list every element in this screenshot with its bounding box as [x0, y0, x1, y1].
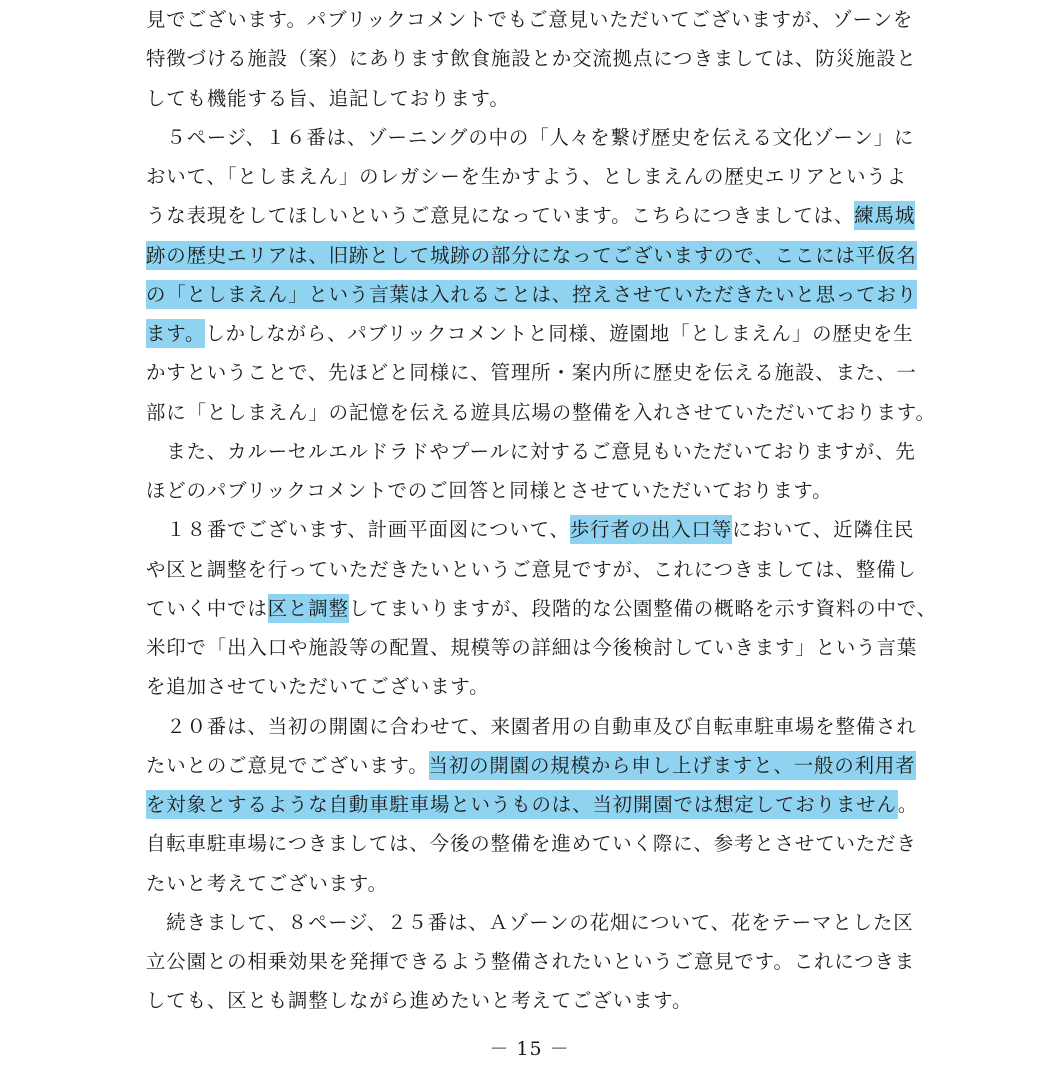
- text-segment: 見でございます。パブリックコメントでもご意見いただいてございますが、ゾーンを: [146, 8, 914, 31]
- text-line: [146, 39, 926, 78]
- text-segment: 米印で「出入口や施設等の配置、規模等の詳細は今後検討していきます」という言葉: [146, 636, 918, 659]
- text-line: [146, 196, 926, 235]
- text-segment: 特徴づける施設（案）にあります飲食施設とか交流拠点につきましては、防災施設と: [146, 47, 917, 71]
- text-segment: １８番でございます、計画平面図について、: [146, 518, 570, 542]
- highlighted-text: 区と調整: [268, 594, 349, 623]
- text-line: [146, 981, 926, 1020]
- text-segment: 自転車駐車場につきましては、今後の整備を進めていく際に、参考とさせていただき: [146, 832, 917, 856]
- text-line: [146, 628, 926, 667]
- text-segment: しても機能する旨、追記しております。: [146, 86, 510, 110]
- text-line: [146, 550, 926, 589]
- text-line: [146, 236, 926, 275]
- text-segment: を追加させていただいてございます。: [146, 675, 490, 699]
- text-line: [146, 785, 926, 824]
- text-line: [146, 353, 926, 392]
- text-segment: また、カルーセルエルドラドやプールに対するご意見もいただいておりますが、先: [146, 439, 916, 463]
- text-line: [146, 118, 926, 157]
- text-line: [146, 707, 926, 746]
- text-segment: してまいりますが、段階的な公園整備の概略を示す資料の中で、: [348, 596, 937, 620]
- text-segment: しかしながら、パブリックコメントと同様、遊園地「としまえん」の歴史を生: [205, 322, 914, 345]
- text-segment: うな表現をしてほしいというご意見になっています。こちらにつきましては、: [146, 204, 855, 228]
- text-segment: ていく中では: [146, 596, 268, 620]
- text-line: [146, 667, 926, 706]
- text-segment: ５ページ、１６番は、ゾーニングの中の「人々を繋げ歴史を伝える文化ゾーン」に: [146, 125, 915, 149]
- text-line: [146, 79, 926, 118]
- page-number: － 15 －: [489, 1038, 570, 1060]
- text-segment: や区と調整を行っていただきたいというご意見ですが、これにつきましては、整備し: [146, 557, 917, 581]
- text-line: [146, 0, 926, 39]
- text-line: [146, 471, 926, 510]
- text-segment: しても、区とも調整しながら進めたいと考えてございます。: [146, 989, 693, 1013]
- highlighted-text: を対象とするような自動車駐車場というものは、当初開園では想定しておりません: [146, 790, 898, 819]
- text-line: [146, 746, 926, 785]
- text-segment: 部に「としまえん」の記憶を伝える遊具広場の整備を入れさせていただいております。: [146, 400, 936, 424]
- text-segment: 続きまして、８ページ、２５番は、Ａゾーンの花畑について、花をテーマとした区: [146, 910, 914, 934]
- text-line: [146, 824, 926, 863]
- text-line: [146, 393, 936, 432]
- text-line: [146, 589, 937, 628]
- text-segment: 立公園との相乗効果を発揮できるよう整備されたいというご意見です。これにつきま: [146, 950, 916, 973]
- text-line: [146, 157, 926, 196]
- text-segment: たいとのご意見でございます。: [146, 753, 429, 777]
- text-line: [146, 510, 926, 549]
- text-segment: ２０番は、当初の開園に合わせて、来園者用の自動車及び自転車駐車場を整備され: [146, 714, 917, 738]
- text-line: [146, 314, 926, 353]
- highlighted-text: 跡の歴史エリアは、旧跡として城跡の部分になってございますので、ここには平仮名: [146, 241, 917, 270]
- text-segment: かすということで、先ほどと同様に、管理所・案内所に歴史を伝える施設、また、一: [146, 361, 917, 385]
- body-text: [146, 0, 937, 1021]
- text-line: [146, 275, 926, 314]
- text-line: [146, 942, 926, 981]
- text-segment: において、近隣住民: [732, 518, 915, 542]
- highlighted-text: ます。: [146, 319, 205, 348]
- highlighted-text: 歩行者の出入口等: [570, 515, 732, 544]
- text-segment: たいと考えてございます。: [146, 871, 388, 895]
- text-line: [146, 864, 926, 903]
- text-segment: 。: [897, 793, 919, 816]
- text-segment: ほどのパブリックコメントでのご回答と同様とさせていただいております。: [146, 479, 833, 502]
- text-line: [146, 903, 926, 942]
- text-line: [146, 432, 926, 471]
- text-segment: おいて、「としまえん」のレガシーを生かすよう、としまえんの歴史エリアというよ: [146, 165, 907, 188]
- highlighted-text: 練馬城: [854, 201, 915, 230]
- highlighted-text: の「としまえん」という言葉は入れることは、控えさせていただきたいと思っており: [146, 280, 917, 309]
- highlighted-text: 当初の開園の規模から申し上げますと、一般の利用者: [429, 751, 916, 780]
